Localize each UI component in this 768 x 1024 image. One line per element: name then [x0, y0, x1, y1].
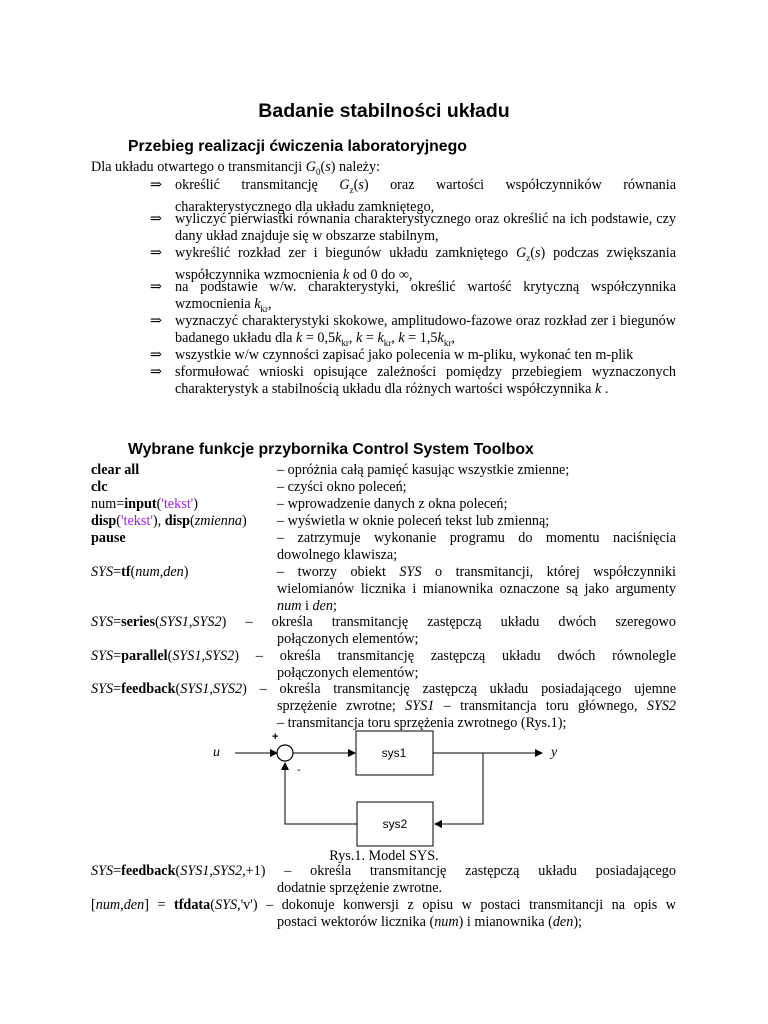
list-item: ⇒ określić transmitancję $G_z(s)$ oraz wartości współczynników równania charakterystycznego dla układu zamkniętego,: [150, 177, 676, 215]
function-row-clear-all: clear all – opróżnia całą pamięć kasując wszystkie zmienne;: [91, 462, 570, 478]
minus-sign: -: [297, 764, 301, 776]
figure-caption: Rys.1. Model SYS.: [329, 848, 439, 864]
block-diagram: [205, 728, 565, 848]
feedback-path-bottom: [285, 763, 357, 824]
page-title: Badanie stabilności układu: [258, 100, 510, 122]
section-heading-toolbox: Wybrane funkcje przybornika Control System Toolbox: [128, 441, 534, 458]
summing-junction: [277, 745, 293, 761]
list-item: ⇒ wykreślić rozkład zer i biegunów układu zamkniętego $G_z(s)$ podczas zwiększania współczynnika wzmocnienia k od 0 do ∞,: [150, 245, 676, 283]
feedback-path-top: [435, 753, 483, 824]
list-item: ⇒ wyliczyć pierwiastki równania charakterystycznego oraz określić na ich podstawie, czy dany układ znajduje się w obszarze stabilnym,: [150, 211, 676, 244]
list-item: ⇒ wyznaczyć charakterystyki skokowe, amplitudowo-fazowe oraz rozkład zer i biegunów badanego układu dla $k = 0,5k_{kr}$, $k = k_{kr}$, $k = 1,5k_{kr}$,: [150, 313, 676, 348]
plus-sign: +: [272, 731, 279, 743]
list-item: ⇒ sformułować wnioski opisujące zależności pomiędzy przebiegiem wyznaczonych charakterystyk a stabilnością układu dla różnych wartości współczynnika k .: [150, 364, 676, 397]
output-label: y: [551, 745, 558, 760]
input-label: u: [213, 745, 220, 760]
function-row-parallel: SYS=parallel(SYS1,SYS2) – określa transmitancję zastępczą układu dwóch równolegle połączonych elementów;: [91, 648, 676, 681]
function-row-disp: disp('tekst'), disp(zmienna) – wyświetla w oknie poleceń tekst lub zmienną;: [91, 513, 550, 529]
function-row-tf: SYS=tf(num,den) – tworzy obiekt SYS o transmitancji, której współczynniki wielomianów licznika i mianownika oznaczone są jako argumenty num i den;: [91, 564, 676, 614]
list-item: ⇒ na podstawie w/w. charakterystyki, określić wartość krytyczną współczynnika wzmocnienia $k_{kr}$,: [150, 279, 676, 314]
function-row-clc: clc – czyści okno poleceń;: [91, 479, 407, 495]
sys2-label: sys2: [382, 817, 408, 831]
function-row-pause: pause – zatrzymuje wykonanie programu do momentu naciśnięcia dowolnego klawisza;: [91, 530, 676, 563]
function-row-series: SYS=series(SYS1,SYS2) – określa transmitancję zastępczą układu dwóch szeregowo połączonych elementów;: [91, 614, 676, 647]
section-heading-procedure: Przebieg realizacji ćwiczenia laboratoryjnego: [128, 138, 467, 155]
intro-text: Dla układu otwartego o transmitancji $G_0(s)$ należy:: [91, 159, 380, 177]
function-row-tfdata: [num,den] = tfdata(SYS,'v') – dokonuje konwersji z opisu w postaci transmitancji na opis w postaci wektorów licznika (num) i mianownika (den);: [91, 897, 676, 930]
function-row-input: num=input('tekst') – wprowadzenie danych z okna poleceń;: [91, 496, 508, 512]
function-row-feedback: SYS=feedback(SYS1,SYS2) – określa transmitancję zastępczą układu posiadającego ujemne sprzężenie zwrotne; SYS1 – transmitancja toru głównego, SYS2 – transmitancja toru sprzężenia zwrotnego (Rys.1);: [91, 681, 677, 731]
list-item: ⇒ wszystkie w/w czynności zapisać jako polecenia w m-pliku, wykonać ten m-plik: [150, 347, 634, 363]
sys1-label: sys1: [381, 746, 407, 760]
function-row-feedback-positive: SYS=feedback(SYS1,SYS2,+1) – określa transmitancję zastępczą układu posiadającego dodatnie sprzężenie zwrotne.: [91, 863, 676, 896]
